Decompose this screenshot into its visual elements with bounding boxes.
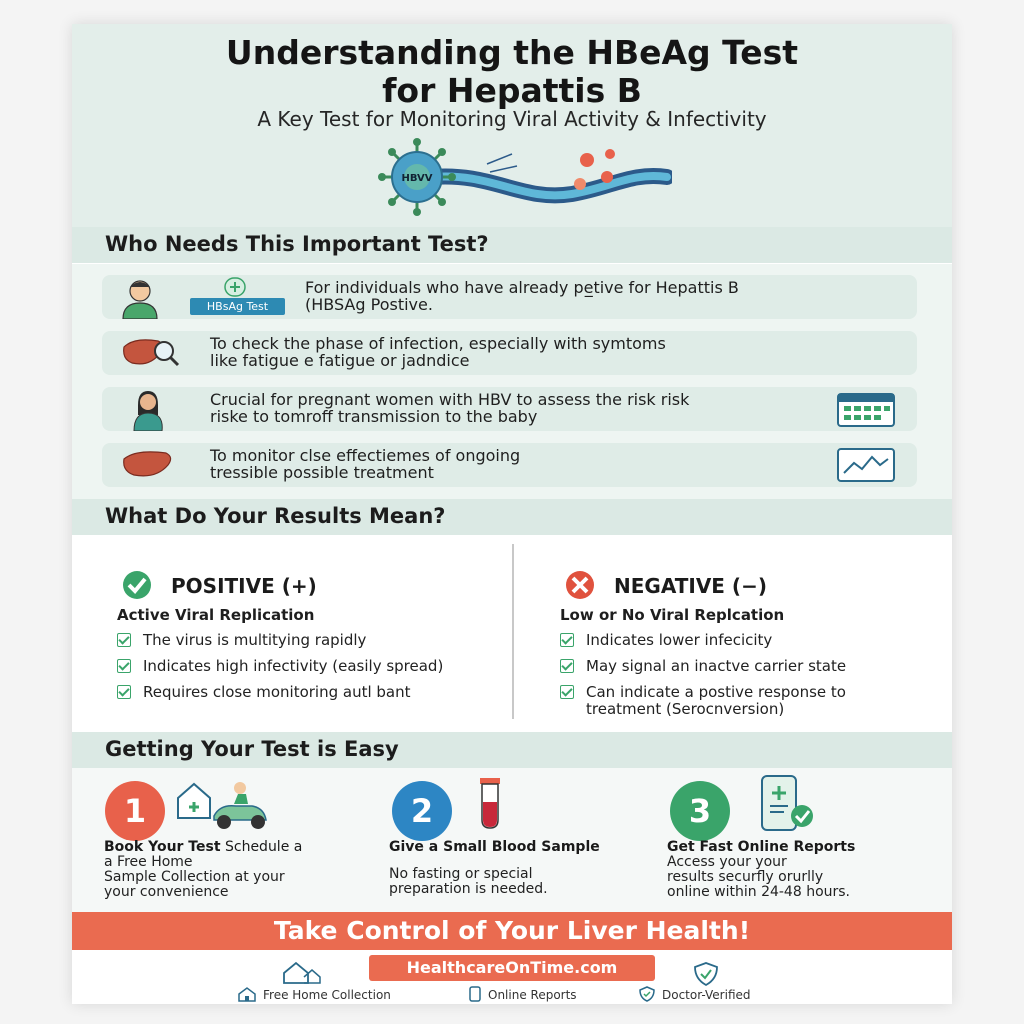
who-row-1 [102,275,917,319]
virus-label: HBVV [401,173,433,184]
step-1-title: Book Your Test Schedule a [104,839,303,855]
page-subtitle: A Key Test for Monitoring Viral Activity & Infectivity [257,107,767,131]
plus-badge-icon [224,277,246,297]
who-row-4 [102,443,917,487]
who-row-3-text: Crucial for pregnant women with HBV to assess the risk risk riske to tomroff transmission to the baby [210,390,690,426]
shield-check-icon [692,961,720,987]
who-row-3 [102,387,917,431]
step-2-number: 2 [392,781,452,841]
virus-bloodstream-illustration [372,132,672,224]
steps-section-heading [72,732,952,768]
steps-heading-text: Getting Your Test is Easy [105,737,399,761]
blood-tube-icon [472,776,508,832]
cta-banner [72,912,952,950]
page-title [72,34,952,110]
hbsag-test-badge: HBsAg Test [190,298,285,315]
home-icon [237,986,257,1002]
footer-feature-home-collection: Free Home Collection [237,986,391,1002]
who-row-2 [102,331,917,375]
negative-bullet: Indicates lower infecicity [560,632,772,649]
who-heading-text: Who Needs This Important Test? [105,232,489,256]
who-row-2-text: To check the phase of infection, especially with symtoms like fatigue e fatigue or jadndice [210,334,666,370]
pregnant-woman-icon [128,389,168,431]
phone-icon [468,986,482,1002]
title-line-1: Understanding the HBeAg Test [225,33,799,72]
results-divider [512,544,514,719]
positive-subtitle: Active Viral Replication [117,606,315,624]
liver-icon [120,449,176,481]
phone-report-icon [756,774,818,834]
positive-bullet: The virus is multitying rapidly [117,632,366,649]
footer-feature-doctor-verified: Doctor-Verified [638,986,751,1002]
infographic-poster [72,24,952,1004]
home-illustration-icon [280,959,324,985]
header [72,24,952,227]
negative-bullet: May signal an inactve carrier state [560,658,846,675]
positive-title: POSITIVE (+) [171,574,317,598]
step-2-text: No fasting or special preparation is needed. [389,866,548,897]
negative-column [560,554,952,724]
negative-subtitle: Low or No Viral Replcation [560,606,785,624]
results-section-heading [72,499,952,535]
who-row-4-text: To monitor clse effectiemes of ongoing tressible possible treatment [210,446,521,482]
positive-bullet: Indicates high infectivity (easily spread) [117,658,443,675]
website-button[interactable]: HealthcareOnTime.com [369,955,655,981]
step-2-title: Give a Small Blood Sample [389,839,600,855]
monitor-chart-icon [836,447,896,483]
negative-title: NEGATIVE (−) [614,574,767,598]
step-3-number: 3 [670,781,730,841]
liver-magnifier-icon [120,335,182,371]
step-1-number: 1 [105,781,165,841]
results-heading-text: What Do Your Results Mean? [105,504,446,528]
check-circle-icon [117,570,157,600]
x-circle-icon [560,570,600,600]
step-3-title: Get Fast Online Reports [667,839,856,855]
positive-column [117,554,537,724]
step-1-text: a Free Home Sample Collection at your your convenience [104,854,285,900]
step-3-text: Access your your results securfly orurlly online within 24-48 hours. [667,854,851,900]
negative-bullet: Can indicate a postive response to treatment (Serocnversion) [560,684,846,718]
positive-bullet: Requires close monitoring autl bant [117,684,411,701]
home-collection-scooter-icon [174,776,274,832]
who-row-1-text: For individuals who have already pe̲tive for Hepattis B (HBSAg Postive. [305,278,739,314]
footer-feature-online-reports: Online Reports [468,986,577,1002]
who-section-heading [72,227,952,263]
shield-icon [638,986,656,1002]
cta-text: Take Control of Your Liver Health! [273,916,751,945]
person-icon [118,277,162,319]
title-line-2: for Hepattis B [382,71,642,110]
calendar-icon [836,390,896,428]
